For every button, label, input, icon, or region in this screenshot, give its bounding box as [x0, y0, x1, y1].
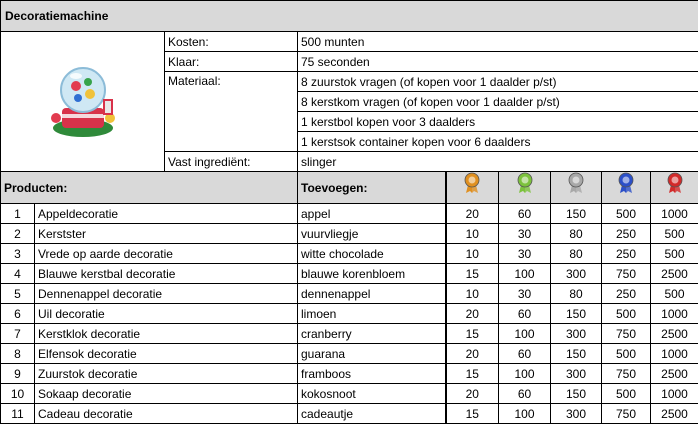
green-value: 100 — [499, 364, 551, 384]
red-value: 500 — [651, 224, 698, 244]
green-value: 60 — [499, 344, 551, 364]
ingredient-name: limoen — [298, 304, 446, 324]
bronze-value: 20 — [446, 304, 499, 324]
row-number: 1 — [1, 204, 35, 224]
vast-ingredient-value: slinger — [298, 152, 698, 172]
product-name: Cadeau decoratie — [35, 404, 298, 424]
green-value: 100 — [499, 324, 551, 344]
silver-value: 300 — [551, 264, 602, 284]
table-row — [1, 364, 698, 384]
silver-value: 300 — [551, 364, 602, 384]
bronze-medal-icon — [463, 183, 481, 197]
red-value: 2500 — [651, 364, 698, 384]
blue-value: 500 — [602, 344, 651, 364]
product-name: Blauwe kerstbal decoratie — [35, 264, 298, 284]
blue-value: 250 — [602, 224, 651, 244]
red-value: 1000 — [651, 204, 698, 224]
green-value: 30 — [499, 224, 551, 244]
bronze-value: 15 — [446, 264, 499, 284]
silver-value: 150 — [551, 344, 602, 364]
row-number: 11 — [1, 404, 35, 424]
blue-value: 500 — [602, 304, 651, 324]
ingredient-name: cadeautje — [298, 404, 446, 424]
red-value: 500 — [651, 244, 698, 264]
red-value: 1000 — [651, 344, 698, 364]
row-number: 6 — [1, 304, 35, 324]
red-value: 2500 — [651, 404, 698, 424]
blue-value: 750 — [602, 324, 651, 344]
table-row — [1, 324, 698, 344]
green-value: 100 — [499, 404, 551, 424]
kosten-label: Kosten: — [165, 32, 298, 52]
decoration-machine-icon — [46, 60, 120, 138]
silver-value: 300 — [551, 324, 602, 344]
medal-cell — [651, 172, 698, 204]
table-row — [1, 244, 698, 264]
silver-value: 150 — [551, 304, 602, 324]
table-row — [1, 344, 698, 364]
bronze-value: 15 — [446, 404, 499, 424]
row-number: 8 — [1, 344, 35, 364]
materiaal-item: 8 zuurstok vragen (of kopen voor 1 daalder p/st) — [298, 72, 698, 92]
materiaal-item: 1 kerstsok container kopen voor 6 daalders — [298, 132, 698, 152]
producten-header: Producten: — [1, 172, 298, 204]
silver-value: 150 — [551, 204, 602, 224]
row-number: 2 — [1, 224, 35, 244]
ingredient-name: witte chocolade — [298, 244, 446, 264]
toevoegen-header: Toevoegen: — [298, 172, 446, 204]
green-value: 30 — [499, 244, 551, 264]
product-name: Appeldecoratie — [35, 204, 298, 224]
product-name: Dennenappel decoratie — [35, 284, 298, 304]
ingredient-name: dennenappel — [298, 284, 446, 304]
product-name: Kerstklok decoratie — [35, 324, 298, 344]
table-row — [1, 224, 698, 244]
red-value: 2500 — [651, 264, 698, 284]
red-value: 2500 — [651, 324, 698, 344]
blue-medal-icon — [617, 183, 635, 197]
product-name: Uil decoratie — [35, 304, 298, 324]
bronze-value: 10 — [446, 244, 499, 264]
table-row — [1, 264, 698, 284]
row-number: 10 — [1, 384, 35, 404]
product-name: Sokaap decoratie — [35, 384, 298, 404]
green-value: 60 — [499, 204, 551, 224]
table-row — [1, 204, 698, 224]
medal-cell — [446, 172, 499, 204]
product-name: Vrede op aarde decoratie — [35, 244, 298, 264]
ingredient-name: guarana — [298, 344, 446, 364]
materiaal-item: 8 kerstkom vragen (of kopen voor 1 daalder p/st) — [298, 92, 698, 112]
blue-value: 500 — [602, 204, 651, 224]
ingredient-name: vuurvliegje — [298, 224, 446, 244]
ingredient-name: appel — [298, 204, 446, 224]
bronze-value: 10 — [446, 224, 499, 244]
product-rows — [1, 204, 698, 424]
table-row — [1, 384, 698, 404]
red-medal-icon — [666, 183, 684, 197]
green-value: 30 — [499, 284, 551, 304]
blue-value: 750 — [602, 404, 651, 424]
kosten-value: 500 munten — [298, 32, 698, 52]
klaar-value: 75 seconden — [298, 52, 698, 72]
ingredient-name: kokosnoot — [298, 384, 446, 404]
row-number: 5 — [1, 284, 35, 304]
bronze-value: 15 — [446, 364, 499, 384]
bronze-value: 20 — [446, 384, 499, 404]
row-number: 9 — [1, 364, 35, 384]
ingredient-name: framboos — [298, 364, 446, 384]
bronze-value: 10 — [446, 284, 499, 304]
table-row — [1, 304, 698, 324]
blue-value: 750 — [602, 364, 651, 384]
blue-value: 250 — [602, 244, 651, 264]
bronze-value: 20 — [446, 204, 499, 224]
blue-value: 250 — [602, 284, 651, 304]
medal-cell — [602, 172, 651, 204]
ingredient-name: blauwe korenbloem — [298, 264, 446, 284]
green-value: 60 — [499, 384, 551, 404]
blue-value: 500 — [602, 384, 651, 404]
bronze-value: 20 — [446, 344, 499, 364]
red-value: 500 — [651, 284, 698, 304]
medal-cell — [499, 172, 551, 204]
page-title: Decoratiemachine — [1, 1, 698, 32]
materiaal-label: Materiaal: — [165, 72, 298, 152]
green-value: 60 — [499, 304, 551, 324]
table-row — [1, 404, 698, 424]
klaar-label: Klaar: — [165, 52, 298, 72]
silver-medal-icon — [567, 183, 585, 197]
silver-value: 80 — [551, 284, 602, 304]
silver-value: 150 — [551, 384, 602, 404]
machine-image — [1, 32, 165, 172]
bronze-value: 15 — [446, 324, 499, 344]
blue-value: 750 — [602, 264, 651, 284]
red-value: 1000 — [651, 384, 698, 404]
ingredient-name: cranberry — [298, 324, 446, 344]
product-name: Zuurstok decoratie — [35, 364, 298, 384]
product-name: Elfensok decoratie — [35, 344, 298, 364]
row-number: 3 — [1, 244, 35, 264]
row-number: 4 — [1, 264, 35, 284]
silver-value: 300 — [551, 404, 602, 424]
medal-cell — [551, 172, 602, 204]
row-number: 7 — [1, 324, 35, 344]
green-value: 100 — [499, 264, 551, 284]
green-medal-icon — [516, 183, 534, 197]
product-name: Kerstster — [35, 224, 298, 244]
table-row — [1, 284, 698, 304]
red-value: 1000 — [651, 304, 698, 324]
silver-value: 80 — [551, 224, 602, 244]
vast-ingredient-label: Vast ingrediënt: — [165, 152, 298, 172]
silver-value: 80 — [551, 244, 602, 264]
materiaal-item: 1 kerstbol kopen voor 3 daalders — [298, 112, 698, 132]
